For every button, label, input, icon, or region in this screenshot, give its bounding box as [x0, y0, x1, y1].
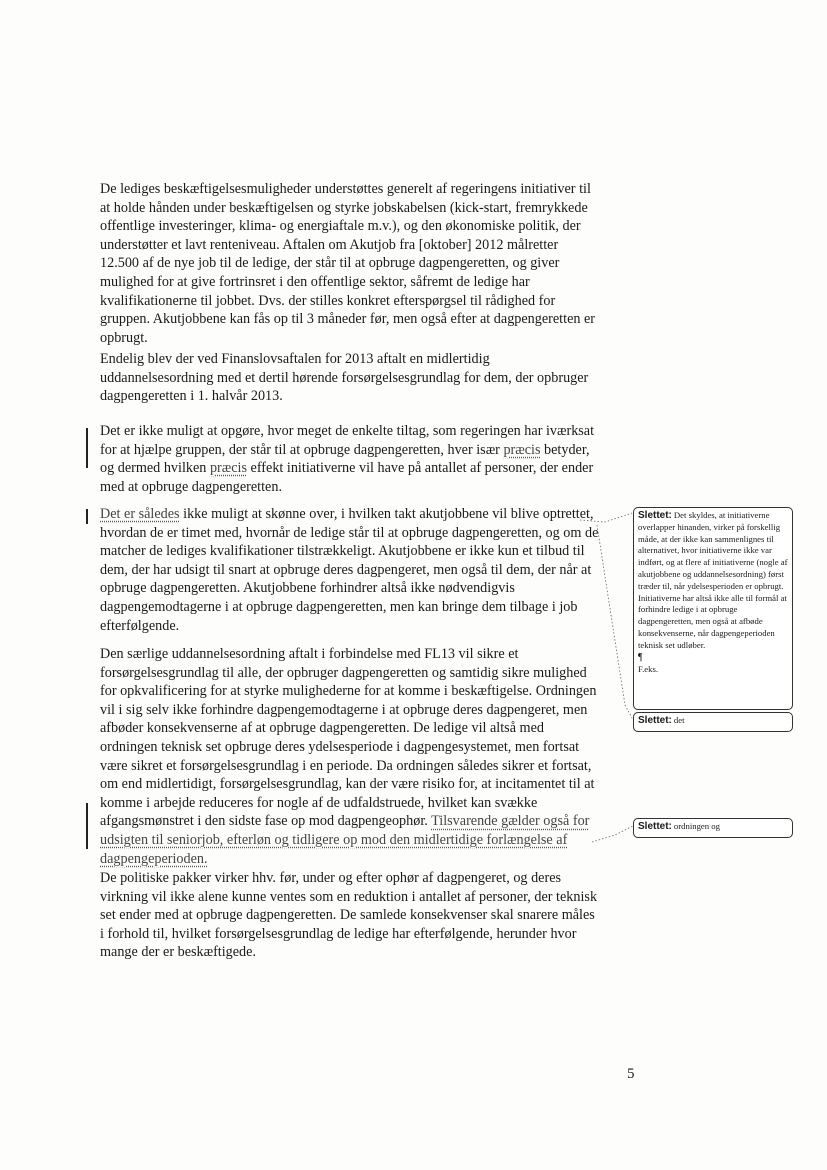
- comment-label: Slettet:: [638, 715, 672, 726]
- leader-line: [592, 826, 633, 842]
- comment-text: Det skyldes, at initiativerne overlapper hinanden, virker på forskellig måde, at der ikke kan sammenlignes til alternativet, hvor initiativerne ikke var indført, og at flere af initiativerne (nogle af akutjobbene og uddannelsesordning) først træder til, når ydelsesperioden er opbrugt. Initiativerne har altså ikke alle til formål at forhindre ledige i at opbruge dagpengeretten, men også at afbøde konsekvenserne, når dagpengeperioden teknisk set udløber.: [638, 510, 788, 650]
- text-run: Den særlige uddannelsesordning aftalt i forbindelse med FL13 vil sikre et forsørgelsesgrundlag til alle, der opbruger dagpengeretten og samtidig sikre mulighed for opkvalificering for at styrke mulighederne for at komme i beskæftigelse. Ordningen vil i sig selv ikke forhindre dagpengemodtagerne i at opbruge deres dagpengeret, men afbøder konsekvenserne af at opbruge dagpengeretten. De ledige vil altså med ordningen teknisk set opbruge deres ydelsesperiode i dagpengesystemet, men fortsat være sikret et forsørgelsesgrundlag i en periode. Da ordningen således sikrer et fortsat, om end midlertidigt, forsørgelsesgrundlag, kan der være risiko for, at incitamentet til at komme i arbejde reduceres for nogle af de udfaldstruede, hvilket kan svække afgangsmønstret i den sidste fase op mod dagpengeophør.: [100, 646, 597, 830]
- text-run: effekt initiativerne vil have på antallet af personer, der ender med at opbruge dagpengeretten.: [100, 460, 594, 495]
- paragraph: De lediges beskæftigelsesmuligheder understøttes generelt af regeringens initiativer til at holde hånden under beskæftigelsen og styrke jobskabelsen (kick-start, fremrykkede offentlige investeringer, klima- og energiaftale m.v.), og den økonomiske politik, der understøtter et lavt renteniveau. Aftalen om Akutjob fra [oktober] 2012 målretter 12.500 af de nye job til de ledige, der står til at opbruge dagpengeretten, og giver mulighed for at give fortrinsret i den offentlige sektor, såfremt de ledige har kvalifikationerne til jobbet. Dvs. der stilles konkret efterspørgsel til rådighed for gruppen. Akutjobbene kan fås op til 3 måneder før, men også efter at dagpengeretten er opbrugt.: [100, 181, 596, 346]
- leader-line: [580, 513, 632, 522]
- comment-extra-text: F.eks.: [638, 663, 659, 674]
- inserted-text[interactable]: præcis: [209, 460, 247, 477]
- text-run: ikke muligt at skønne over, i hvilken takt akutjobbene vil blive optrettet, hvordan de er timet med, hvornår de ledige står til at opbruge dagpengeretten, og om de matcher de lediges kvalifikationer tilstrækkeligt. Akutjobbene er ikke kun et tilbud til dem, der har udsigt til snart at opbruge deres dagpengeret, men også til dem, der når at opbruge dagpengeretten. Akutjobbene forhindrer altså ikke nødvendigvis dagpengemodtagerne i at opbruge dagpengeretten, men kan bringe dem tilbage i job efterfølgende.: [100, 506, 599, 634]
- inserted-text[interactable]: Det er således: [100, 506, 180, 522]
- text-run: Det er ikke muligt at opgøre, hvor meget de enkelte tiltag, som regeringen har iværksat for at hjælpe gruppen, der står til at opbruge dagpengeretten, hver især: [100, 423, 595, 458]
- inserted-text[interactable]: Tilsvarende gælder også for udsigten til seniorjob, efterløn og tidligere op mod den midlertidige forlængelse af dagpengeperioden.: [100, 813, 590, 867]
- deleted-comment-balloon[interactable]: [633, 712, 793, 732]
- page-number: 5: [627, 1066, 635, 1082]
- inserted-text[interactable]: præcis: [503, 441, 541, 458]
- deleted-comment-balloon[interactable]: [633, 818, 793, 838]
- leader-line: [597, 525, 632, 718]
- paragraph: Endelig blev der ved Finanslovsaftalen for 2013 aftalt en midlertidig uddannelsesordning med et dertil hørende forsørgelsesgrundlag for dem, der opbruger dagpengeretten i 1. halvår 2013.: [100, 351, 589, 405]
- deleted-comment-balloon[interactable]: [633, 507, 793, 710]
- pilcrow-mark: ¶: [638, 651, 643, 663]
- paragraph: De politiske pakker virker hhv. før, under og efter ophør af dagpengeret, og deres virkning vil ikke alene kunne ventes som en reduktion i antallet af personer, der teknisk set ender med at opbruge dagpengeretten. De samlede konsekvenser skal snarere måles i forhold til, hvilket forsørgelsesgrundlag de ledige har efterfølgende, herunder hvor mange der er beskæftigede.: [100, 870, 598, 961]
- comment-text: det: [673, 715, 685, 725]
- comment-text: ordningen og: [673, 821, 720, 831]
- comment-label: Slettet:: [638, 510, 672, 521]
- text-run: betyder, og dermed hvilken: [100, 441, 590, 477]
- comment-label: Slettet:: [638, 821, 672, 832]
